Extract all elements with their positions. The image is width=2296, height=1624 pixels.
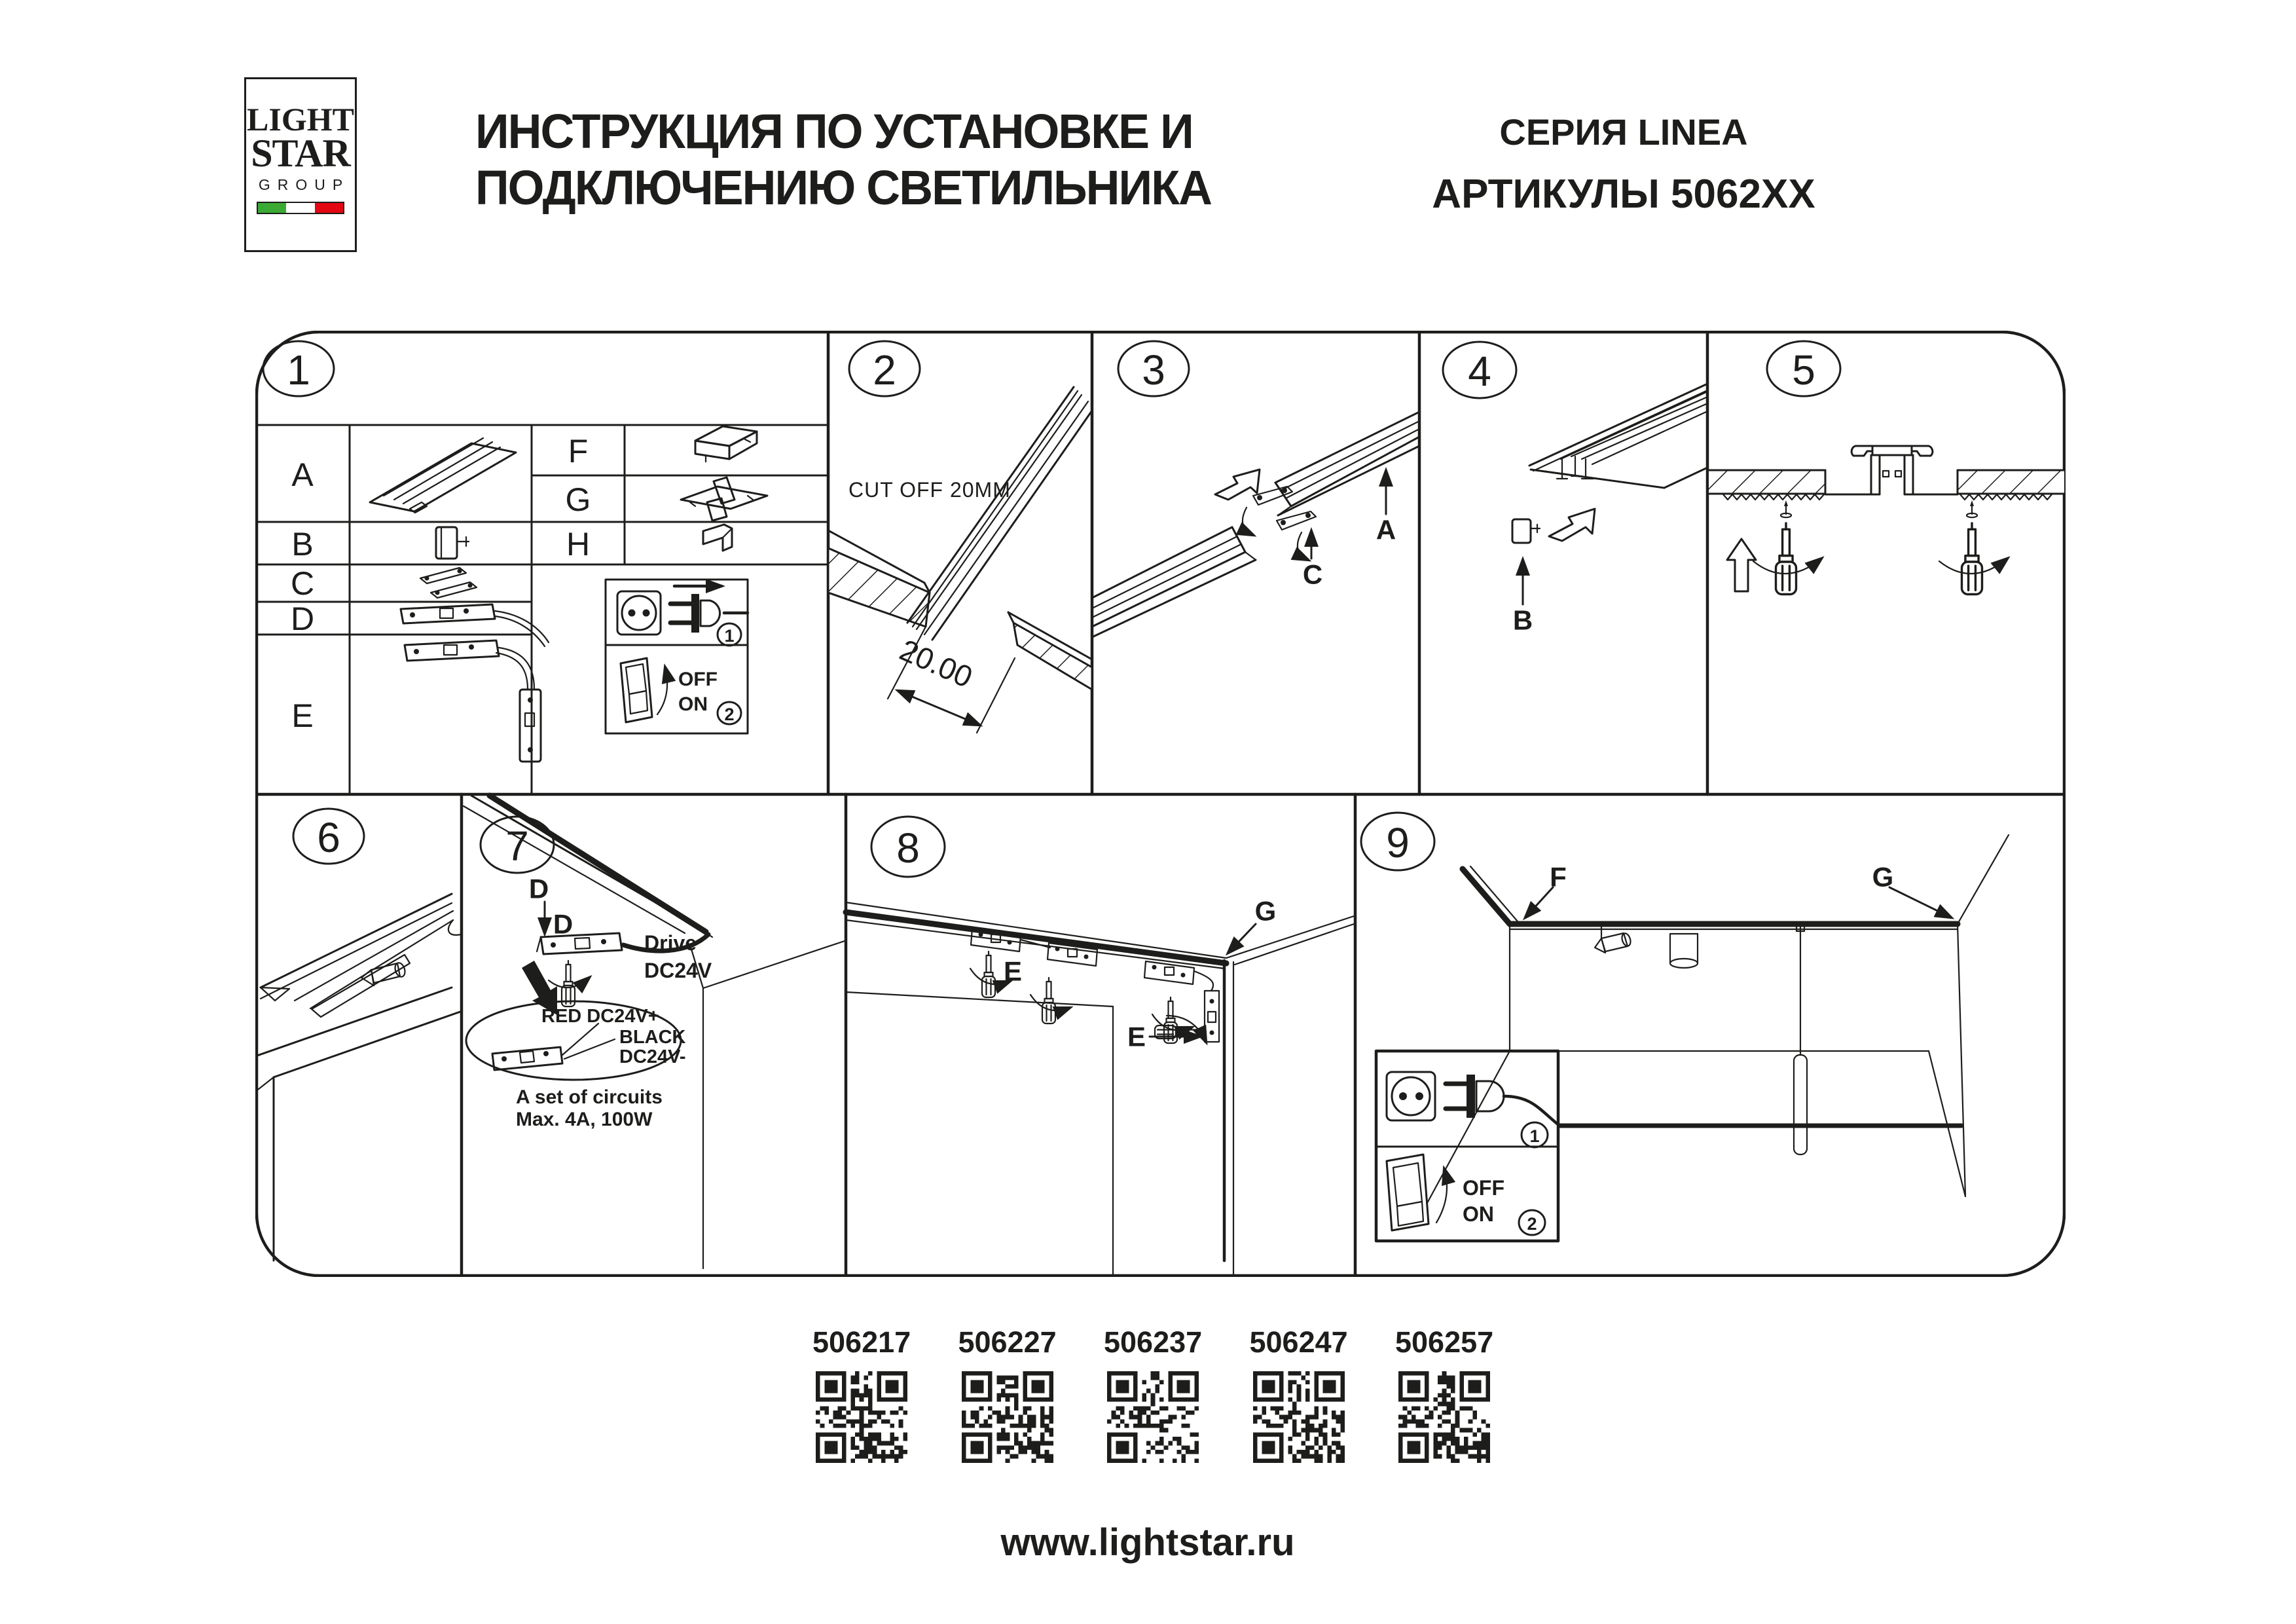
track-segment-left xyxy=(1092,527,1256,637)
panel-7-driver-wiring xyxy=(464,796,845,1268)
circuits-note-line2: Max. 4A, 100W xyxy=(516,1109,653,1130)
label-d-top: D xyxy=(528,873,549,904)
website-url: www.lightstar.ru xyxy=(1000,1521,1295,1564)
qr-code-icon xyxy=(1107,1371,1199,1463)
part-label-f: F xyxy=(568,433,589,470)
part-label-c: C xyxy=(290,565,315,602)
wire-red-label: RED DC24V+ xyxy=(541,1006,659,1027)
panel-2-number: 2 xyxy=(873,346,896,394)
spotlight-icon xyxy=(361,961,407,986)
room-corner-drawing xyxy=(846,902,1354,1276)
panel-6-number: 6 xyxy=(317,814,340,861)
drive-caption-line1: Drive xyxy=(644,931,697,955)
logo-word-light: LIGHT xyxy=(247,101,354,138)
endcap-b-drawing xyxy=(1512,519,1540,543)
dimension-value: 20.00 xyxy=(894,632,978,695)
part-label-e: E xyxy=(291,697,314,734)
step-plug-marker xyxy=(718,623,741,646)
step-6-badge xyxy=(293,809,364,864)
svg-text:2: 2 xyxy=(1527,1214,1537,1234)
svg-text:1: 1 xyxy=(724,626,735,646)
panel-8-number: 8 xyxy=(896,824,920,872)
part-label-h: H xyxy=(566,526,591,563)
qr-code-icon xyxy=(962,1371,1053,1463)
switch-off-label: OFF xyxy=(1463,1176,1504,1200)
part-f-corner-connector-drawing xyxy=(695,426,757,462)
panel-9-finished-room xyxy=(1361,813,2009,1241)
article-number: 506217 xyxy=(812,1325,911,1359)
socket-icon xyxy=(1387,1072,1435,1120)
label-c: C xyxy=(1302,559,1323,590)
qr-code-icon xyxy=(1398,1371,1490,1463)
driver-vertical xyxy=(1205,991,1219,1042)
label-f: F xyxy=(1550,861,1567,893)
switch-on-label: ON xyxy=(1463,1202,1494,1226)
socket-icon xyxy=(617,591,661,635)
wiring-detail-oval xyxy=(466,1001,686,1080)
label-a: A xyxy=(1376,514,1396,545)
article-qr-row xyxy=(812,1325,1493,1466)
step-9-badge xyxy=(1361,813,1434,870)
part-h-corner-bracket-drawing xyxy=(703,525,732,551)
screwdriver-left-icon xyxy=(1753,500,1821,595)
panel-9-number: 9 xyxy=(1386,819,1410,866)
article-item xyxy=(1395,1325,1493,1466)
logo-word-star: STAR xyxy=(251,132,350,175)
article-number: 506237 xyxy=(1104,1325,1203,1359)
part-a-profile-drawing xyxy=(370,438,516,513)
step-switch-marker xyxy=(718,702,741,724)
article-item xyxy=(958,1325,1057,1466)
track-segment-right xyxy=(1275,412,1419,515)
switch-icon xyxy=(621,658,667,722)
instruction-diagram xyxy=(255,331,2066,1277)
part-g-cross-connector-drawing xyxy=(681,477,767,521)
logo-word-group: GROUP xyxy=(258,176,350,193)
label-e-top: E xyxy=(1003,955,1023,987)
panel-6-mounted-track xyxy=(255,809,461,1261)
part-label-d: D xyxy=(290,600,315,637)
panel-1-number: 1 xyxy=(287,346,310,394)
driver-box-drawing xyxy=(537,933,622,954)
svg-text:2: 2 xyxy=(724,705,735,724)
step-switch-marker xyxy=(1519,1210,1545,1235)
cut-off-note: CUT OFF 20MM xyxy=(848,478,1011,502)
switch-off-label: OFF xyxy=(678,669,718,690)
switch-icon xyxy=(1387,1154,1447,1230)
panel-3-number: 3 xyxy=(1142,346,1165,394)
step-4-badge xyxy=(1443,342,1516,398)
panel-4-number: 4 xyxy=(1468,348,1491,395)
article-number: 506257 xyxy=(1395,1325,1494,1359)
wire-black-label-2: DC24V- xyxy=(619,1046,686,1067)
circuits-note-line1: A set of circuits xyxy=(516,1086,663,1108)
part-c-connector-plates-drawing xyxy=(420,568,477,598)
step-3-badge xyxy=(1118,341,1189,396)
step-5-badge xyxy=(1767,341,1840,396)
insert-arrow-icon xyxy=(1549,509,1595,541)
lightstar-logo xyxy=(244,77,357,252)
qr-code-icon xyxy=(816,1371,907,1463)
article-item xyxy=(1250,1325,1348,1466)
panel-8-corner-install xyxy=(846,817,1354,1276)
ceiling-corner-drawing xyxy=(255,894,461,1261)
italian-flag-icon xyxy=(257,202,344,214)
part-d-driver-drawing xyxy=(401,604,549,646)
downlight-icon xyxy=(1670,934,1698,968)
qr-code-icon xyxy=(1253,1371,1345,1463)
step-7-badge xyxy=(481,817,554,873)
panel-4-endcap xyxy=(1443,342,1706,636)
label-g: G xyxy=(1254,895,1277,927)
article-item xyxy=(812,1325,911,1466)
drive-caption-line2: DC24V xyxy=(644,959,712,982)
profile-bar xyxy=(907,387,1092,640)
screwdriver-right-icon xyxy=(1939,500,2007,595)
panel-2-cut-profile xyxy=(828,341,1092,733)
series-block xyxy=(1401,113,1846,216)
driver-3 xyxy=(1144,961,1194,984)
pendant-icon xyxy=(1794,925,1807,1154)
step-8-badge xyxy=(871,817,945,877)
wire-black-label-1: BLACK xyxy=(619,1027,686,1048)
label-b: B xyxy=(1512,604,1533,636)
panel-5-fixing xyxy=(1709,341,2064,595)
part-b-endcap-drawing xyxy=(436,527,469,559)
part-e-corner-driver-drawing xyxy=(405,640,541,762)
article-item xyxy=(1104,1325,1202,1466)
step-1-badge xyxy=(263,341,334,396)
title-line-2: ПОДКЛЮЧЕНИЮ СВЕТИЛЬНИКА xyxy=(475,160,1211,215)
label-d: D xyxy=(553,908,574,940)
page-title xyxy=(475,103,1250,216)
part-label-b: B xyxy=(291,526,314,563)
series-name: СЕРИЯ LINEA xyxy=(1499,111,1748,153)
panel-5-number: 5 xyxy=(1792,346,1815,394)
part-label-a: A xyxy=(291,456,314,493)
track-profile-drawing xyxy=(1529,384,1706,488)
panel-7-number: 7 xyxy=(505,822,529,870)
power-steps-box xyxy=(606,580,748,733)
article-number: 506227 xyxy=(958,1325,1057,1359)
spotlight-icon xyxy=(1595,924,1632,953)
svg-text:1: 1 xyxy=(1529,1126,1540,1146)
switch-on-label: ON xyxy=(678,693,708,715)
articles-code: АРТИКУЛЫ 5062XX xyxy=(1432,172,1815,217)
article-number: 506247 xyxy=(1249,1325,1348,1359)
step-plug-marker xyxy=(1522,1122,1548,1147)
panel-1-parts-table xyxy=(255,341,828,794)
room-drawing xyxy=(1427,835,2009,1203)
label-g: G xyxy=(1872,861,1894,893)
push-up-arrow-icon xyxy=(1727,539,1756,591)
title-line-1: ИНСТРУКЦИЯ ПО УСТАНОВКЕ И xyxy=(475,104,1193,158)
panel-3-joining xyxy=(1092,341,1419,637)
power-steps-box xyxy=(1376,1051,1559,1241)
cross-section-drawing xyxy=(1709,446,2064,500)
part-label-g: G xyxy=(565,481,591,518)
step-2-badge xyxy=(849,341,920,396)
label-e-side: E xyxy=(1127,1021,1146,1052)
ceiling-cut-drawing xyxy=(828,387,1092,733)
connector-plates xyxy=(1243,487,1316,560)
plug-icon xyxy=(1446,1075,1559,1126)
dimension-20mm xyxy=(888,627,1015,733)
